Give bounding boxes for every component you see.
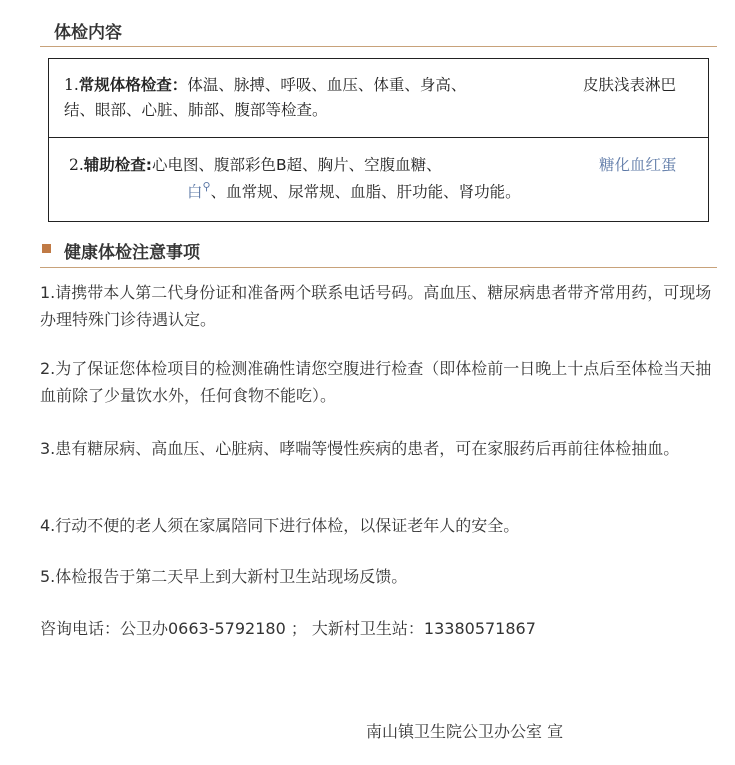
routine-text-b: 皮肤浅表淋巴 — [583, 76, 677, 94]
contact-phone: 咨询电话：公卫办0663-5792180 ； 大新村卫生站：13380571867 — [40, 619, 536, 638]
hba1c-link-end[interactable]: 白 — [187, 183, 203, 201]
note-paragraph-3: 3.患有糖尿病、高血压、心脏病、哮喘等慢性疾病的患者，可在家服药后再前往体检抽血。 — [40, 439, 680, 458]
section-divider — [40, 267, 717, 268]
auxiliary-line-1 — [69, 155, 442, 175]
signature: 南山镇卫生院公卫办公室 宣 — [366, 722, 564, 741]
bullet-square-icon — [42, 244, 51, 253]
exam-item-auxiliary — [48, 138, 709, 222]
routine-line-1 — [64, 75, 466, 95]
note-paragraph-2: 2.为了保证您体检项目的检测准确性请您空腹进行检查（即体检前一日晚上十点后至体检当天抽血前除了少量饮水外，任何食物不能吃）。 — [40, 359, 712, 405]
auxiliary-label: 辅助检查: — [83, 156, 152, 174]
auxiliary-text-a: 心电图、腹部彩色B超、胸片、空腹血糖、 — [152, 156, 442, 174]
routine-label: 常规体格检查： — [78, 76, 188, 94]
routine-number: 1. — [64, 76, 79, 94]
section-title-notes: 健康体检注意事项 — [64, 243, 200, 263]
exam-item-routine — [48, 58, 709, 138]
note-paragraph-4: 4.行动不便的老人须在家属陪同下进行体检，以保证老年人的安全。 — [40, 516, 520, 535]
hba1c-link[interactable]: 糖化血红蛋 — [599, 156, 677, 174]
note-paragraph-1: 1.请携带本人第二代身份证和准备两个联系电话号码。高血压、糖尿病患者带齐常用药，可现场办理特殊门诊待遇认定。 — [40, 283, 712, 329]
auxiliary-number: 2. — [69, 156, 84, 174]
auxiliary-text-c: 、血常规、尿常规、血脂、肝功能、肾功能。 — [210, 183, 521, 201]
routine-text-c: 结、眼部、心脏、肺部、腹部等检查。 — [64, 101, 328, 119]
magnifier-icon[interactable]: ⚲ — [202, 180, 211, 193]
routine-text-a: 体温、脉搏、呼吸、血压、体重、身高、 — [187, 76, 467, 94]
section-title-exam-content: 体检内容 — [54, 23, 122, 43]
section-divider — [40, 46, 717, 47]
note-paragraph-5: 5.体检报告于第二天早上到大新村卫生站现场反馈。 — [40, 567, 408, 586]
auxiliary-line-2 — [187, 182, 521, 204]
